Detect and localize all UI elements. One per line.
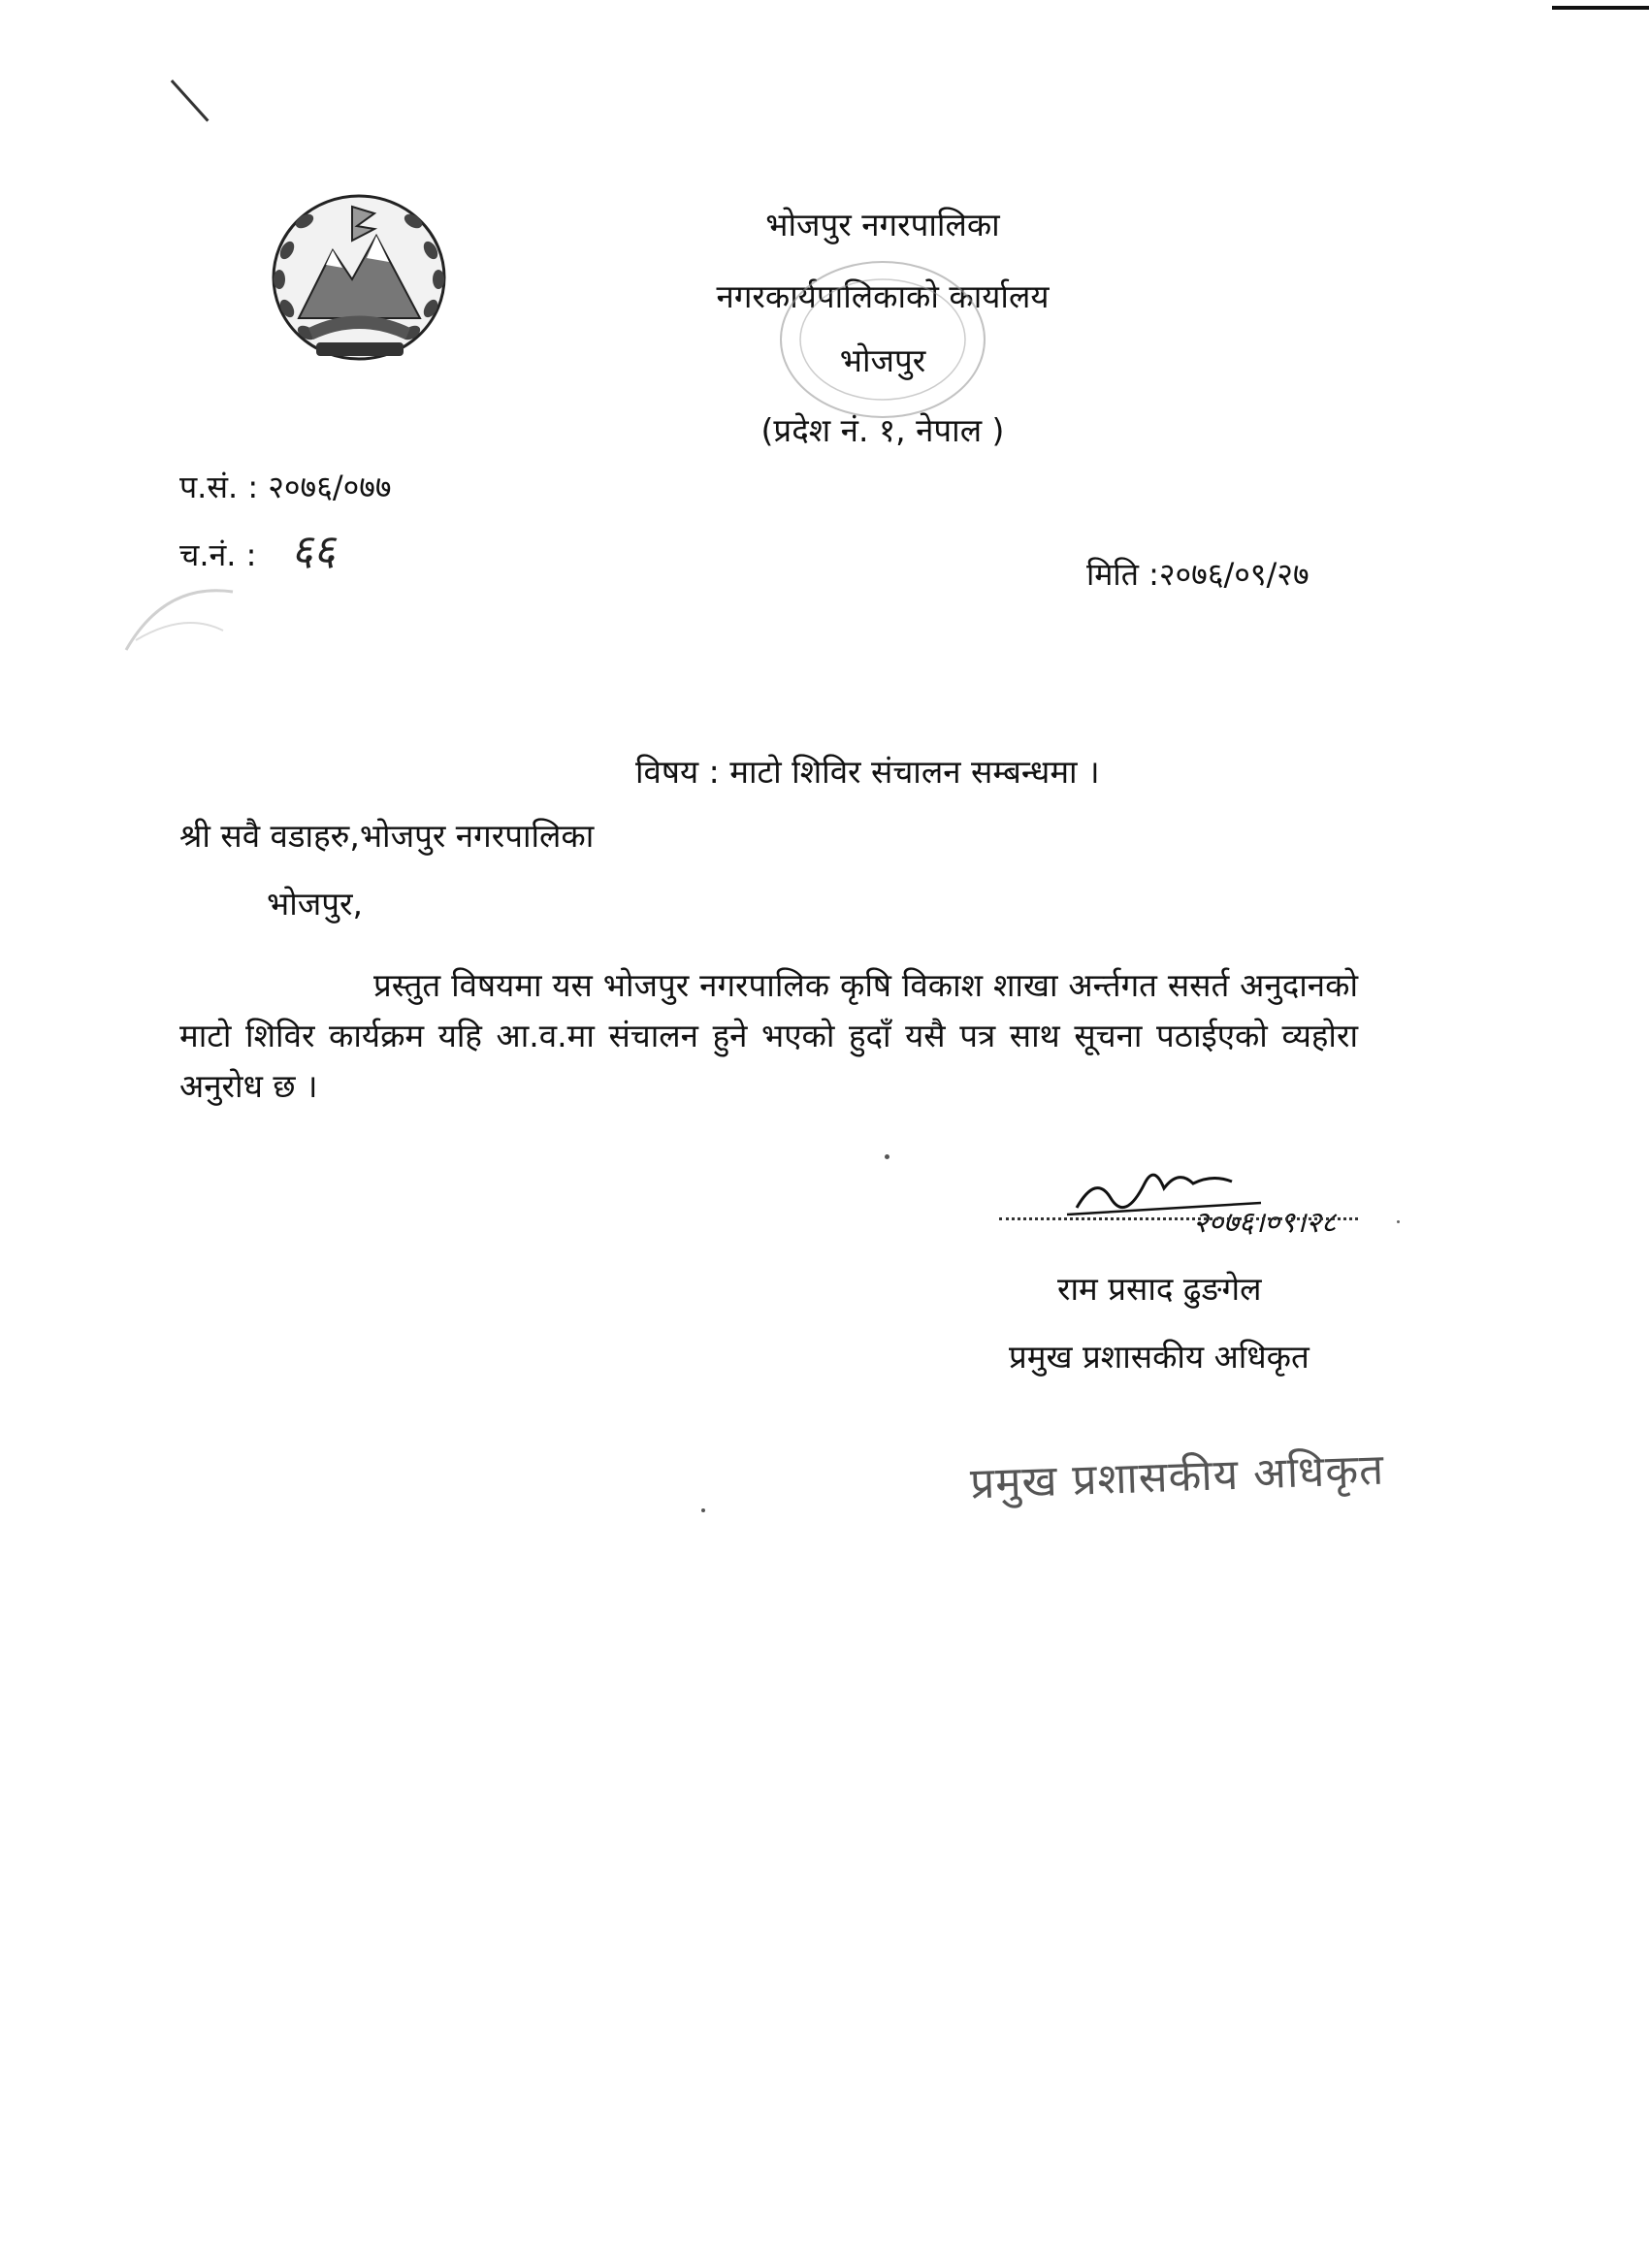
office-round-stamp	[766, 247, 999, 432]
header-municipality: भोजपुर नगरपालिका	[765, 206, 1000, 243]
nepal-emblem-icon	[260, 182, 459, 376]
designation-stamp: प्रमुख प्रशासकीय अधिकृत	[969, 1444, 1385, 1509]
scan-mark	[171, 80, 210, 122]
signatory-name: राम प्रसाद ढुङगेल	[1057, 1270, 1262, 1308]
scan-smudge	[107, 572, 252, 669]
dispatch-number-handwritten: ६६	[291, 526, 336, 575]
signatory-title: प्रमुख प्रशासकीय अधिकृत	[1009, 1338, 1310, 1376]
header-city: भोजपुर	[839, 341, 926, 379]
header-province: (प्रदेश नं. १, नेपाल )	[760, 411, 1005, 449]
letter-body: प्रस्तुत विषयमा यस भोजपुर नगरपालिक कृषि विकाश शाखा अर्न्तगत ससर्त अनुदानको माटो शिविर कार्यक्रम यहि आ.व.मा संचालन हुने भएको हुदाँ यसै पत्र साथ सूचना पठाईएको व्यहोरा अनुरोध छ ।	[179, 966, 1358, 1105]
recipient-line-1: श्री सवै वडाहरु,भोजपुर नगरपालिका	[179, 817, 595, 855]
signature-line	[999, 1217, 1358, 1220]
letter-subject: विषय : माटो शिविर संचालन सम्बन्धमा ।	[635, 753, 1100, 791]
letter-reference-number: प.सं. : २०७६/०७७	[179, 469, 392, 505]
letter-date: मिति :२०७६/०९/२७	[1086, 556, 1310, 593]
scan-speck	[1397, 1220, 1400, 1223]
scan-speck	[701, 1508, 705, 1512]
recipient-line-2: भोजपुर,	[267, 885, 363, 923]
header-office: नगरकार्यपालिकाको कार्यालय	[716, 277, 1050, 315]
signature-date: २०७६।०९।२८	[1193, 1206, 1337, 1240]
top-edge-rule	[1552, 6, 1649, 10]
dispatch-number-label: च.नं. :	[179, 536, 257, 573]
scan-speck	[885, 1154, 889, 1159]
